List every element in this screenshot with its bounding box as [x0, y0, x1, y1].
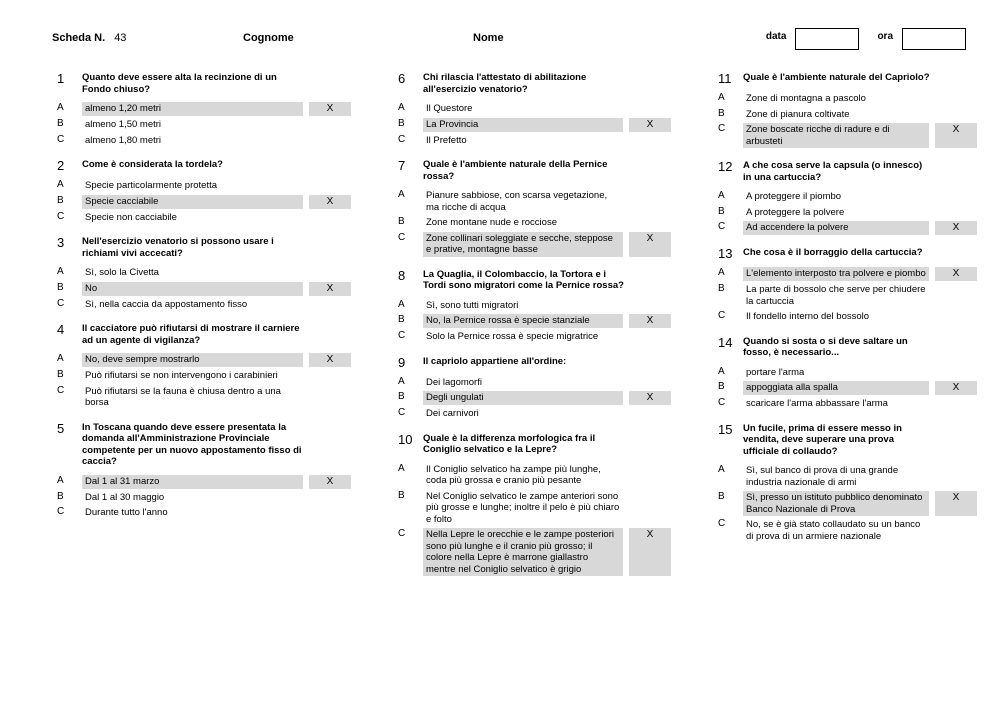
option-text: Solo la Pernice rossa è specie migratrice — [426, 331, 599, 342]
option-letter: B — [398, 117, 405, 129]
option-letter: B — [718, 381, 725, 392]
correct-mark — [309, 506, 351, 520]
correct-mark: X — [935, 221, 977, 235]
answer-option-row[interactable] — [48, 179, 351, 193]
answer-option-row[interactable] — [48, 134, 351, 148]
correct-mark — [309, 266, 351, 280]
option-letter: B — [718, 107, 725, 119]
question-block — [48, 236, 351, 313]
option-text: Il Prefetto — [426, 134, 467, 146]
answer-option-row[interactable] — [389, 118, 671, 132]
answer-option-row[interactable] — [389, 391, 671, 405]
answer-option-row[interactable] — [709, 366, 977, 380]
question-text: Nell'esercizio venatorio si possono usare i richiami vivi accecati? — [82, 236, 274, 259]
answer-option-row[interactable] — [709, 381, 977, 395]
question-text: Quale è l'ambiente naturale del Capriolo? — [743, 72, 930, 83]
option-text: Il Coniglio selvatico ha zampe più lunghe, coda più grossa e cranio più pesante — [426, 463, 601, 486]
correct-mark — [935, 366, 977, 380]
option-letter: A — [718, 190, 725, 201]
option-text: Zone di pianura coltivate — [746, 108, 850, 120]
answer-option-row[interactable] — [48, 298, 351, 312]
answer-option-row[interactable] — [48, 353, 351, 367]
time-input-box[interactable] — [902, 28, 966, 50]
option-letter: A — [57, 102, 64, 113]
question-head — [709, 72, 977, 85]
correct-mark: X — [935, 267, 977, 281]
option-letter: B — [718, 491, 725, 502]
option-text: Sì, solo la Civetta — [85, 267, 159, 278]
question-head — [48, 323, 351, 346]
question-head — [709, 160, 977, 183]
option-text: Può rifiutarsi se non intervengono i carabinieri — [85, 370, 278, 381]
question-text: Che cosa è il borraggio della cartuccia? — [743, 247, 923, 258]
question-head — [389, 433, 671, 456]
options-list — [709, 190, 977, 235]
question-block — [389, 159, 671, 259]
question-text: Il capriolo appartiene all'ordine: — [423, 355, 567, 367]
correct-mark: X — [629, 314, 671, 328]
date-label: data — [765, 31, 787, 42]
option-letter: B — [718, 283, 725, 294]
option-text: almeno 1,20 metri — [82, 102, 303, 116]
option-text: No — [82, 282, 303, 296]
option-letter: B — [398, 489, 405, 501]
option-letter: C — [57, 210, 65, 222]
correct-mark — [935, 206, 977, 220]
question-head — [709, 247, 977, 260]
answer-option-row[interactable] — [389, 189, 671, 214]
option-letter: B — [398, 391, 405, 402]
questions-area — [48, 72, 977, 588]
option-letter: A — [57, 353, 64, 364]
option-letter: A — [718, 365, 725, 377]
option-letter: A — [57, 474, 64, 486]
correct-mark — [309, 369, 351, 383]
option-letter: B — [57, 369, 64, 380]
question-head — [48, 422, 351, 468]
option-letter: B — [718, 205, 725, 217]
question-number: 5 — [57, 420, 65, 436]
correct-mark — [629, 490, 671, 527]
option-text: Zone boscate ricche di radure e di arbusteti — [743, 123, 929, 148]
correct-mark: X — [629, 528, 671, 576]
option-letter: A — [398, 462, 405, 474]
options-list — [48, 475, 351, 520]
option-letter: C — [718, 310, 726, 321]
answer-option-row[interactable] — [709, 310, 977, 324]
date-time-group — [766, 28, 966, 50]
option-text: Nel Coniglio selvatico le zampe anteriori sono più grosse e lunghe; inoltre il pelo è più chiaro e folto — [426, 490, 620, 525]
correct-mark: X — [309, 102, 351, 116]
options-list — [709, 366, 977, 411]
correct-mark: X — [935, 123, 977, 148]
question-text: Chi rilascia l'attestato di abilitazione all'esercizio venatorio? — [423, 72, 587, 95]
option-letter: A — [57, 266, 64, 277]
correct-mark — [629, 134, 671, 148]
options-list — [709, 267, 977, 324]
question-block — [709, 423, 977, 546]
question-number: 6 — [398, 71, 406, 86]
question-block — [709, 160, 977, 237]
option-letter: A — [398, 298, 405, 310]
correct-mark — [629, 189, 671, 214]
question-block — [709, 72, 977, 150]
question-text: Quanto deve essere alta la recinzione di un Fondo chiuso? — [82, 72, 277, 95]
option-text: La Provincia — [423, 118, 623, 132]
question-block — [48, 159, 351, 226]
answer-option-row[interactable] — [389, 376, 671, 390]
correct-mark — [935, 397, 977, 411]
answer-option-row[interactable] — [389, 463, 671, 488]
options-list — [389, 102, 671, 147]
question-block — [48, 72, 351, 149]
correct-mark — [935, 518, 977, 543]
correct-mark — [309, 179, 351, 193]
option-letter: A — [398, 375, 405, 387]
correct-mark: X — [309, 195, 351, 209]
option-text: almeno 1,50 metri — [85, 119, 162, 130]
question-number: 1 — [57, 71, 65, 86]
correct-mark — [629, 299, 671, 313]
question-number: 9 — [398, 354, 406, 370]
option-letter: C — [57, 384, 65, 396]
option-text: Durante tutto l'anno — [85, 507, 168, 518]
option-text: No, deve sempre mostrarlo — [82, 353, 303, 367]
sheet-number: 43 — [114, 32, 127, 44]
answer-option-row[interactable] — [709, 397, 977, 411]
question-number: 12 — [718, 159, 733, 174]
options-list — [389, 463, 671, 577]
question-number: 15 — [718, 421, 733, 437]
question-number: 11 — [718, 71, 732, 86]
correct-mark: X — [629, 118, 671, 132]
option-text: Zone collinari soleggiate e secche, steppose e prative, montagne basse — [423, 232, 623, 257]
option-text: Dei carnivori — [426, 408, 479, 419]
answer-option-row[interactable] — [709, 267, 977, 281]
question-head — [709, 423, 977, 458]
answer-option-row[interactable] — [48, 369, 351, 383]
option-letter: A — [398, 102, 405, 113]
option-text: A proteggere il piombo — [746, 191, 842, 202]
answer-option-row[interactable] — [48, 491, 351, 505]
correct-mark — [309, 134, 351, 148]
answer-option-row[interactable] — [48, 195, 351, 209]
option-letter: A — [57, 179, 64, 190]
option-letter: A — [398, 189, 405, 200]
option-text: Dal 1 al 30 maggio — [85, 491, 165, 503]
options-list — [48, 266, 351, 311]
option-text: Zone montane nude e rocciose — [426, 217, 557, 228]
question-number: 4 — [57, 322, 65, 337]
option-text: Specie cacciabile — [82, 195, 303, 209]
option-text: Sì, nella caccia da appostamento fisso — [85, 298, 248, 310]
option-letter: C — [718, 123, 726, 134]
options-list — [709, 92, 977, 148]
sheet-title — [52, 32, 126, 44]
option-letter: C — [398, 330, 406, 341]
correct-mark — [935, 283, 977, 308]
question-block — [48, 422, 351, 522]
answer-option-row[interactable] — [709, 92, 977, 106]
correct-mark: X — [629, 391, 671, 405]
correct-mark — [629, 407, 671, 421]
question-block — [709, 336, 977, 413]
answer-option-row[interactable] — [709, 108, 977, 122]
option-text: almeno 1,80 metri — [85, 134, 162, 146]
answer-option-row[interactable] — [389, 102, 671, 116]
answer-option-row[interactable] — [709, 221, 977, 235]
question-head — [48, 72, 351, 95]
option-text: Ad accendere la polvere — [743, 221, 929, 235]
correct-mark — [309, 385, 351, 410]
answer-option-row[interactable] — [709, 283, 977, 308]
answer-option-row[interactable] — [48, 385, 351, 410]
option-letter: B — [57, 490, 64, 502]
question-text: A che cosa serve la capsula (o innesco) in una cartuccia? — [743, 160, 923, 183]
correct-mark: X — [629, 232, 671, 257]
option-text: Sì, sul banco di prova di una grande industria nazionale di armi — [746, 465, 899, 488]
answer-option-row[interactable] — [389, 490, 671, 527]
option-letter: A — [718, 464, 725, 475]
correct-mark — [935, 108, 977, 122]
option-text: Pianure sabbiose, con scarsa vegetazione, ma ricche di acqua — [426, 190, 608, 213]
option-letter: C — [398, 528, 406, 539]
option-text: Zone di montagna a pascolo — [746, 93, 866, 104]
question-block — [389, 433, 671, 579]
option-text: La parte di bossolo che serve per chiudere la cartuccia — [746, 284, 926, 307]
correct-mark: X — [935, 381, 977, 395]
correct-mark — [629, 376, 671, 390]
option-text: Specie particolarmente protetta — [85, 180, 218, 191]
question-text: La Quaglia, il Colombaccio, la Tortora e i Tordi sono migratori come la Pernice rossa? — [423, 268, 624, 291]
correct-mark — [629, 102, 671, 116]
option-letter: B — [57, 118, 64, 129]
date-input-box[interactable] — [795, 28, 859, 50]
answer-option-row[interactable] — [709, 190, 977, 204]
correct-mark — [309, 298, 351, 312]
option-text: Sì, presso un istituto pubblico denominato Banco Nazionale di Prova — [743, 491, 929, 516]
options-list — [48, 353, 351, 410]
question-head — [48, 236, 351, 259]
form-header — [0, 30, 992, 56]
options-list — [709, 464, 977, 543]
option-text: scaricare l'arma abbassare l'arma — [746, 398, 888, 409]
option-text: Nella Lepre le orecchie e le zampe posteriori sono più lunghe e il cranio più grosso; il colore nella Lepre è marrone giallastro mentre nel Coniglio selvatico è grigio — [423, 528, 623, 576]
question-block — [709, 247, 977, 326]
question-head — [389, 72, 671, 95]
option-letter: A — [718, 92, 725, 103]
question-number: 14 — [718, 334, 733, 350]
option-letter: C — [718, 518, 726, 529]
correct-mark — [309, 118, 351, 132]
question-number: 7 — [398, 158, 406, 173]
option-letter: A — [718, 267, 725, 278]
correct-mark — [935, 464, 977, 489]
option-text: No, la Pernice rossa è specie stanziale — [423, 314, 623, 328]
answer-option-row[interactable] — [48, 211, 351, 225]
answer-option-row[interactable] — [389, 407, 671, 421]
question-number: 3 — [57, 235, 65, 250]
correct-mark — [935, 310, 977, 324]
answer-option-row[interactable] — [48, 266, 351, 280]
answer-option-row[interactable] — [709, 123, 977, 148]
question-text: Quale è l'ambiente naturale della Pernice rossa? — [423, 159, 608, 182]
option-letter: C — [398, 133, 406, 145]
option-letter: C — [718, 221, 726, 232]
option-text: A proteggere la polvere — [746, 206, 845, 218]
answer-option-row[interactable] — [709, 491, 977, 516]
correct-mark — [309, 211, 351, 225]
question-head — [389, 356, 671, 369]
question-head — [48, 159, 351, 172]
question-head — [389, 159, 671, 182]
answer-option-row[interactable] — [48, 506, 351, 520]
correct-mark: X — [309, 282, 351, 296]
question-number: 2 — [57, 158, 65, 173]
question-text: Quale è la differenza morfologica fra il Coniglio selvatico e la Lepre? — [423, 432, 596, 455]
correct-mark: X — [309, 353, 351, 367]
option-text: Dei lagomorfi — [426, 376, 482, 388]
correct-mark — [629, 330, 671, 344]
time-label: ora — [877, 31, 893, 42]
answer-option-row[interactable] — [48, 118, 351, 132]
question-text: Il cacciatore può rifiutarsi di mostrare il carniere ad un agente di vigilanza? — [82, 323, 300, 346]
answer-option-row[interactable] — [709, 464, 977, 489]
sheet-label: Scheda N. — [52, 32, 106, 44]
options-list — [389, 299, 671, 344]
question-text: Quando si sosta o si deve saltare un fosso, è necessario... — [743, 335, 908, 358]
option-text: Il fondello interno del bossolo — [746, 311, 870, 322]
option-text: Dal 1 al 31 marzo — [82, 475, 303, 489]
correct-mark: X — [309, 475, 351, 489]
question-head — [389, 269, 671, 292]
option-letter: C — [718, 397, 726, 408]
correct-mark — [629, 463, 671, 488]
option-letter: B — [398, 314, 405, 325]
question-column-2 — [389, 72, 671, 588]
name-label: Nome — [473, 32, 504, 44]
option-text: Sì, sono tutti migratori — [426, 299, 519, 311]
option-text: Il Questore — [426, 103, 473, 114]
option-letter: B — [57, 281, 64, 293]
question-column-3 — [709, 72, 977, 588]
answer-option-row[interactable] — [389, 528, 671, 576]
options-list — [389, 189, 671, 257]
answer-option-row[interactable] — [48, 102, 351, 116]
option-text: No, se è già stato collaudato su un banco di prova di un armiere nazionale — [746, 519, 921, 542]
correct-mark — [309, 491, 351, 505]
option-text: portare l'arma — [746, 366, 805, 378]
question-text: Come è considerata la tordela? — [82, 159, 223, 170]
question-block — [48, 323, 351, 412]
question-number: 8 — [398, 267, 406, 283]
option-letter: B — [398, 216, 405, 227]
option-letter: B — [57, 194, 64, 206]
answer-option-row[interactable] — [389, 299, 671, 313]
question-block — [389, 356, 671, 423]
answer-option-row[interactable] — [389, 134, 671, 148]
answer-option-row[interactable] — [709, 518, 977, 543]
answer-option-row[interactable] — [389, 314, 671, 328]
question-number: 10 — [398, 431, 413, 447]
answer-option-row[interactable] — [709, 206, 977, 220]
options-list — [48, 102, 351, 147]
options-list — [389, 376, 671, 421]
correct-mark — [935, 190, 977, 204]
option-text: appoggiata alla spalla — [743, 381, 929, 395]
option-text: Degli ungulati — [423, 391, 623, 405]
question-block — [389, 269, 671, 346]
question-head — [709, 336, 977, 359]
option-text: Specie non cacciabile — [85, 211, 177, 223]
option-text: Può rifiutarsi se la fauna è chiusa dentro a una borsa — [85, 385, 281, 408]
correct-mark — [629, 216, 671, 230]
answer-option-row[interactable] — [48, 475, 351, 489]
option-letter: C — [57, 506, 65, 517]
correct-mark — [935, 92, 977, 106]
option-letter: C — [398, 231, 406, 243]
option-letter: C — [57, 297, 65, 309]
answer-option-row[interactable] — [48, 282, 351, 296]
answer-option-row[interactable] — [389, 232, 671, 257]
question-column-1 — [48, 72, 351, 588]
option-letter: C — [57, 133, 65, 145]
option-text: L'elemento interposto tra polvere e piombo — [743, 267, 929, 281]
answer-option-row[interactable] — [389, 330, 671, 344]
surname-label: Cognome — [243, 32, 294, 44]
answer-option-row[interactable] — [389, 216, 671, 230]
question-text: In Toscana quando deve essere presentata la domanda all'Amministrazione Provinciale competente per un nuovo appostamento fisso di caccia? — [82, 421, 302, 467]
correct-mark: X — [935, 491, 977, 516]
question-block — [389, 72, 671, 149]
option-letter: C — [398, 407, 406, 418]
options-list — [48, 179, 351, 224]
question-text: Un fucile, prima di essere messo in vendita, deve superare una prova ufficiale di collaudo? — [743, 422, 902, 457]
question-number: 13 — [718, 246, 733, 261]
